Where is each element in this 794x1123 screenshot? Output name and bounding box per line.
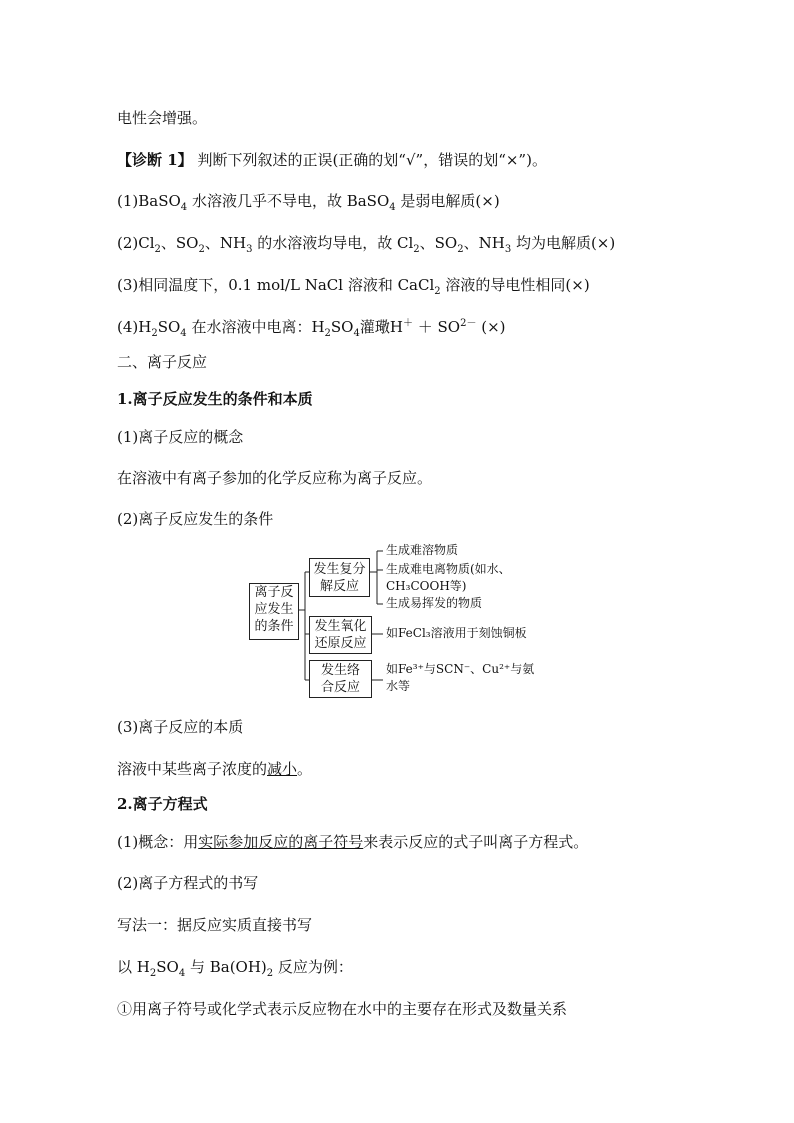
branch-line: 解反应 bbox=[319, 579, 359, 594]
text: 、NH bbox=[463, 234, 505, 252]
root-line: 离子反 bbox=[254, 585, 294, 600]
text: 均为电解质(×) bbox=[511, 234, 616, 252]
text: 溶液的导电性相同(×) bbox=[440, 276, 590, 294]
equation-writing-title: (2)离子方程式的书写 bbox=[117, 874, 259, 892]
text: (3)相同温度下，0.1 mol/L NaCl 溶液和 CaCl bbox=[117, 276, 435, 294]
branch-metathesis-box bbox=[309, 558, 370, 597]
leaf-complex-example: 如Fe³⁺与SCN⁻、Cu²⁺与氨 bbox=[386, 662, 535, 676]
leaf-volatile: 生成易挥发的物质 bbox=[386, 596, 483, 610]
branch-line: 发生复分 bbox=[313, 562, 366, 577]
text: 灌璥H bbox=[359, 318, 403, 336]
diagnosis-1 bbox=[117, 150, 547, 170]
subscript: 2 bbox=[149, 968, 157, 979]
subscript: 4 bbox=[389, 202, 396, 213]
conditions-title: (2)离子反应发生的条件 bbox=[117, 510, 274, 528]
root-line: 的条件 bbox=[254, 619, 294, 634]
text: (4)H bbox=[117, 318, 152, 336]
concept-body: 在溶液中有离子参加的化学反应称为离子反应。 bbox=[117, 469, 433, 487]
text: 来表示反应的式子叫离子方程式。 bbox=[363, 833, 589, 851]
example-line bbox=[117, 957, 353, 977]
text: 以 H bbox=[117, 958, 150, 976]
leaf-redox-example: 如FeCl₃溶液用于刻蚀铜板 bbox=[386, 626, 527, 640]
text: SO bbox=[330, 318, 354, 336]
subscript: 4 bbox=[180, 202, 188, 213]
subscript: 2 bbox=[434, 286, 441, 297]
text: 、SO bbox=[419, 234, 458, 252]
paragraph-continuation: 电性会增强。 bbox=[117, 109, 208, 127]
subscript: 4 bbox=[353, 328, 360, 339]
text: 、SO bbox=[160, 234, 199, 252]
question-2 bbox=[117, 233, 615, 253]
root-line: 应发生 bbox=[254, 602, 294, 617]
text: 的水溶液均导电，故 Cl bbox=[252, 234, 414, 252]
question-3 bbox=[117, 275, 590, 295]
diagnosis-label: 【诊断 1】 bbox=[117, 151, 193, 169]
subscript: 4 bbox=[178, 968, 186, 979]
text: 水溶液几乎不导电，故 BaSO bbox=[187, 192, 390, 210]
subscript: 2 bbox=[198, 244, 205, 255]
branch-complex-box bbox=[309, 660, 372, 698]
superscript: ＋ bbox=[402, 318, 413, 329]
subscript: 2 bbox=[266, 968, 274, 979]
subscript: 2 bbox=[413, 244, 420, 255]
subscript: 2 bbox=[324, 328, 331, 339]
subsection-heading-2: 2.离子方程式 bbox=[117, 795, 208, 813]
subscript: 2 bbox=[151, 328, 158, 339]
leaf-insoluble: 生成难溶物质 bbox=[386, 543, 459, 557]
underlined-answer: 实际参加反应的离子符号 bbox=[198, 833, 364, 851]
concept-title: (1)离子反应的概念 bbox=[117, 428, 244, 446]
equation-concept bbox=[117, 832, 588, 852]
diagnosis-text: 判断下列叙述的正误(正确的划“√”，错误的划“×”)。 bbox=[192, 151, 547, 169]
essence-body bbox=[117, 759, 312, 779]
branch-line: 发生氧化 bbox=[314, 619, 367, 634]
text: 与 Ba(OH) bbox=[185, 958, 267, 976]
text: 是弱电解质(×) bbox=[395, 192, 500, 210]
subscript: 3 bbox=[246, 244, 253, 255]
text: 。 bbox=[297, 760, 313, 778]
text: 溶液中某些离子浓度的 bbox=[117, 760, 268, 778]
leaf-weak-electrolyte-cont: CH₃COOH等) bbox=[386, 579, 467, 593]
text: 反应为例： bbox=[273, 958, 353, 976]
question-4 bbox=[117, 317, 506, 337]
subscript: 3 bbox=[504, 244, 512, 255]
text: (2)Cl bbox=[117, 234, 155, 252]
text: SO bbox=[157, 318, 181, 336]
leaf-complex-example-cont: 水等 bbox=[386, 679, 411, 693]
subscript: 4 bbox=[180, 328, 187, 339]
text: ＋ SO bbox=[412, 318, 461, 336]
branch-line: 合反应 bbox=[320, 680, 360, 695]
text: 在水溶液中电离：H bbox=[186, 318, 325, 336]
method-one: 写法一：据反应实质直接书写 bbox=[117, 916, 313, 934]
subsection-heading-1: 1.离子反应发生的条件和本质 bbox=[117, 390, 313, 408]
subscript: 2 bbox=[457, 244, 464, 255]
text: (1)概念：用 bbox=[117, 833, 199, 851]
text: SO bbox=[156, 958, 179, 976]
text: (1)BaSO bbox=[117, 192, 181, 210]
question-1 bbox=[117, 191, 500, 211]
step-one: ①用离子符号或化学式表示反应物在水中的主要存在形式及数量关系 bbox=[117, 1000, 568, 1018]
superscript: 2－ bbox=[460, 318, 477, 329]
underlined-answer: 减小 bbox=[267, 760, 298, 778]
branch-line: 发生络 bbox=[320, 663, 360, 678]
branch-line: 还原反应 bbox=[314, 636, 367, 651]
branch-redox-box bbox=[309, 616, 372, 654]
diagram-root-box bbox=[249, 583, 299, 640]
subscript: 2 bbox=[154, 244, 161, 255]
section-heading-2: 二、离子反应 bbox=[117, 353, 208, 371]
text: 、NH bbox=[204, 234, 247, 252]
leaf-weak-electrolyte: 生成难电离物质(如水、 bbox=[386, 562, 511, 576]
text: (×) bbox=[476, 318, 506, 336]
essence-title: (3)离子反应的本质 bbox=[117, 718, 244, 736]
